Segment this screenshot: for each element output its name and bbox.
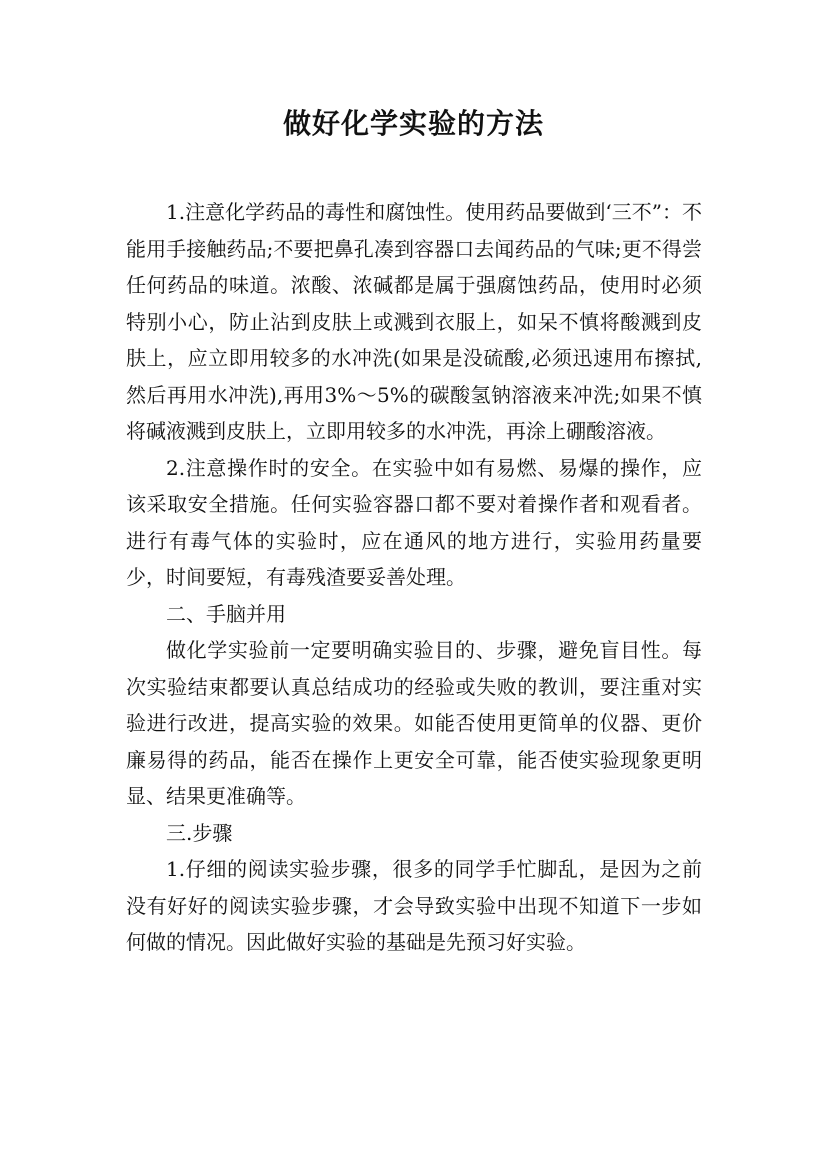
paragraph-safety-operation: 2.注意操作时的安全。在实验中如有易燃、易爆的操作，应该采取安全措施。任何实验容器口都不要对着操作者和观看者。进行有毒气体的实验时，应在通风的地方进行，实验用药量要少，时间要短，有毒残渣要妥善处理。 — [126, 455, 702, 589]
paragraph-steps-reading: 1.仔细的阅读实验步骤，很多的同学手忙脚乱，是因为之前没有好好的阅读实验步骤，才会导致实验中出现不知道下一步如何做的情况。因此做好实验的基础是先预习好实验。 — [126, 857, 702, 954]
section-heading-steps: 三.步骤 — [166, 820, 233, 845]
paragraph-safety-chemicals: 1.注意化学药品的毒性和腐蚀性。使用药品要做到‘三不”：不能用手接触药品;不要把鼻孔凑到容器口去闻药品的气味;更不得尝任何药品的味道。浓酸、浓碱都是属于强腐蚀药品，使用时必须特别小心，防止沾到皮肤上或溅到衣服上，如呆不慎将酸溅到皮肤上，应立即用较多的水冲洗(如果是没硫酸,必须迅速用布擦拭,然后再用水冲洗),再用3%～5%的碳酸氢钠溶液来冲洗;如果不慎将碱液溅到皮肤上，立即用较多的水冲洗，再涂上硼酸溶液。 — [126, 200, 702, 443]
section-heading-hands-and-brain: 二、手脑并用 — [166, 601, 286, 626]
document-body — [126, 194, 702, 961]
document-title: 做好化学实验的方法 — [282, 107, 544, 140]
paragraph-hands-and-brain: 做化学实验前一定要明确实验目的、步骤，避免盲目性。每次实验结束都要认真总结成功的经验或失败的教训，要注重对实验进行改进，提高实验的效果。如能否使用更简单的仪器、更价廉易得的药品，能否在操作上更安全可靠，能否使实验现象更明显、结果更准确等。 — [126, 638, 702, 808]
